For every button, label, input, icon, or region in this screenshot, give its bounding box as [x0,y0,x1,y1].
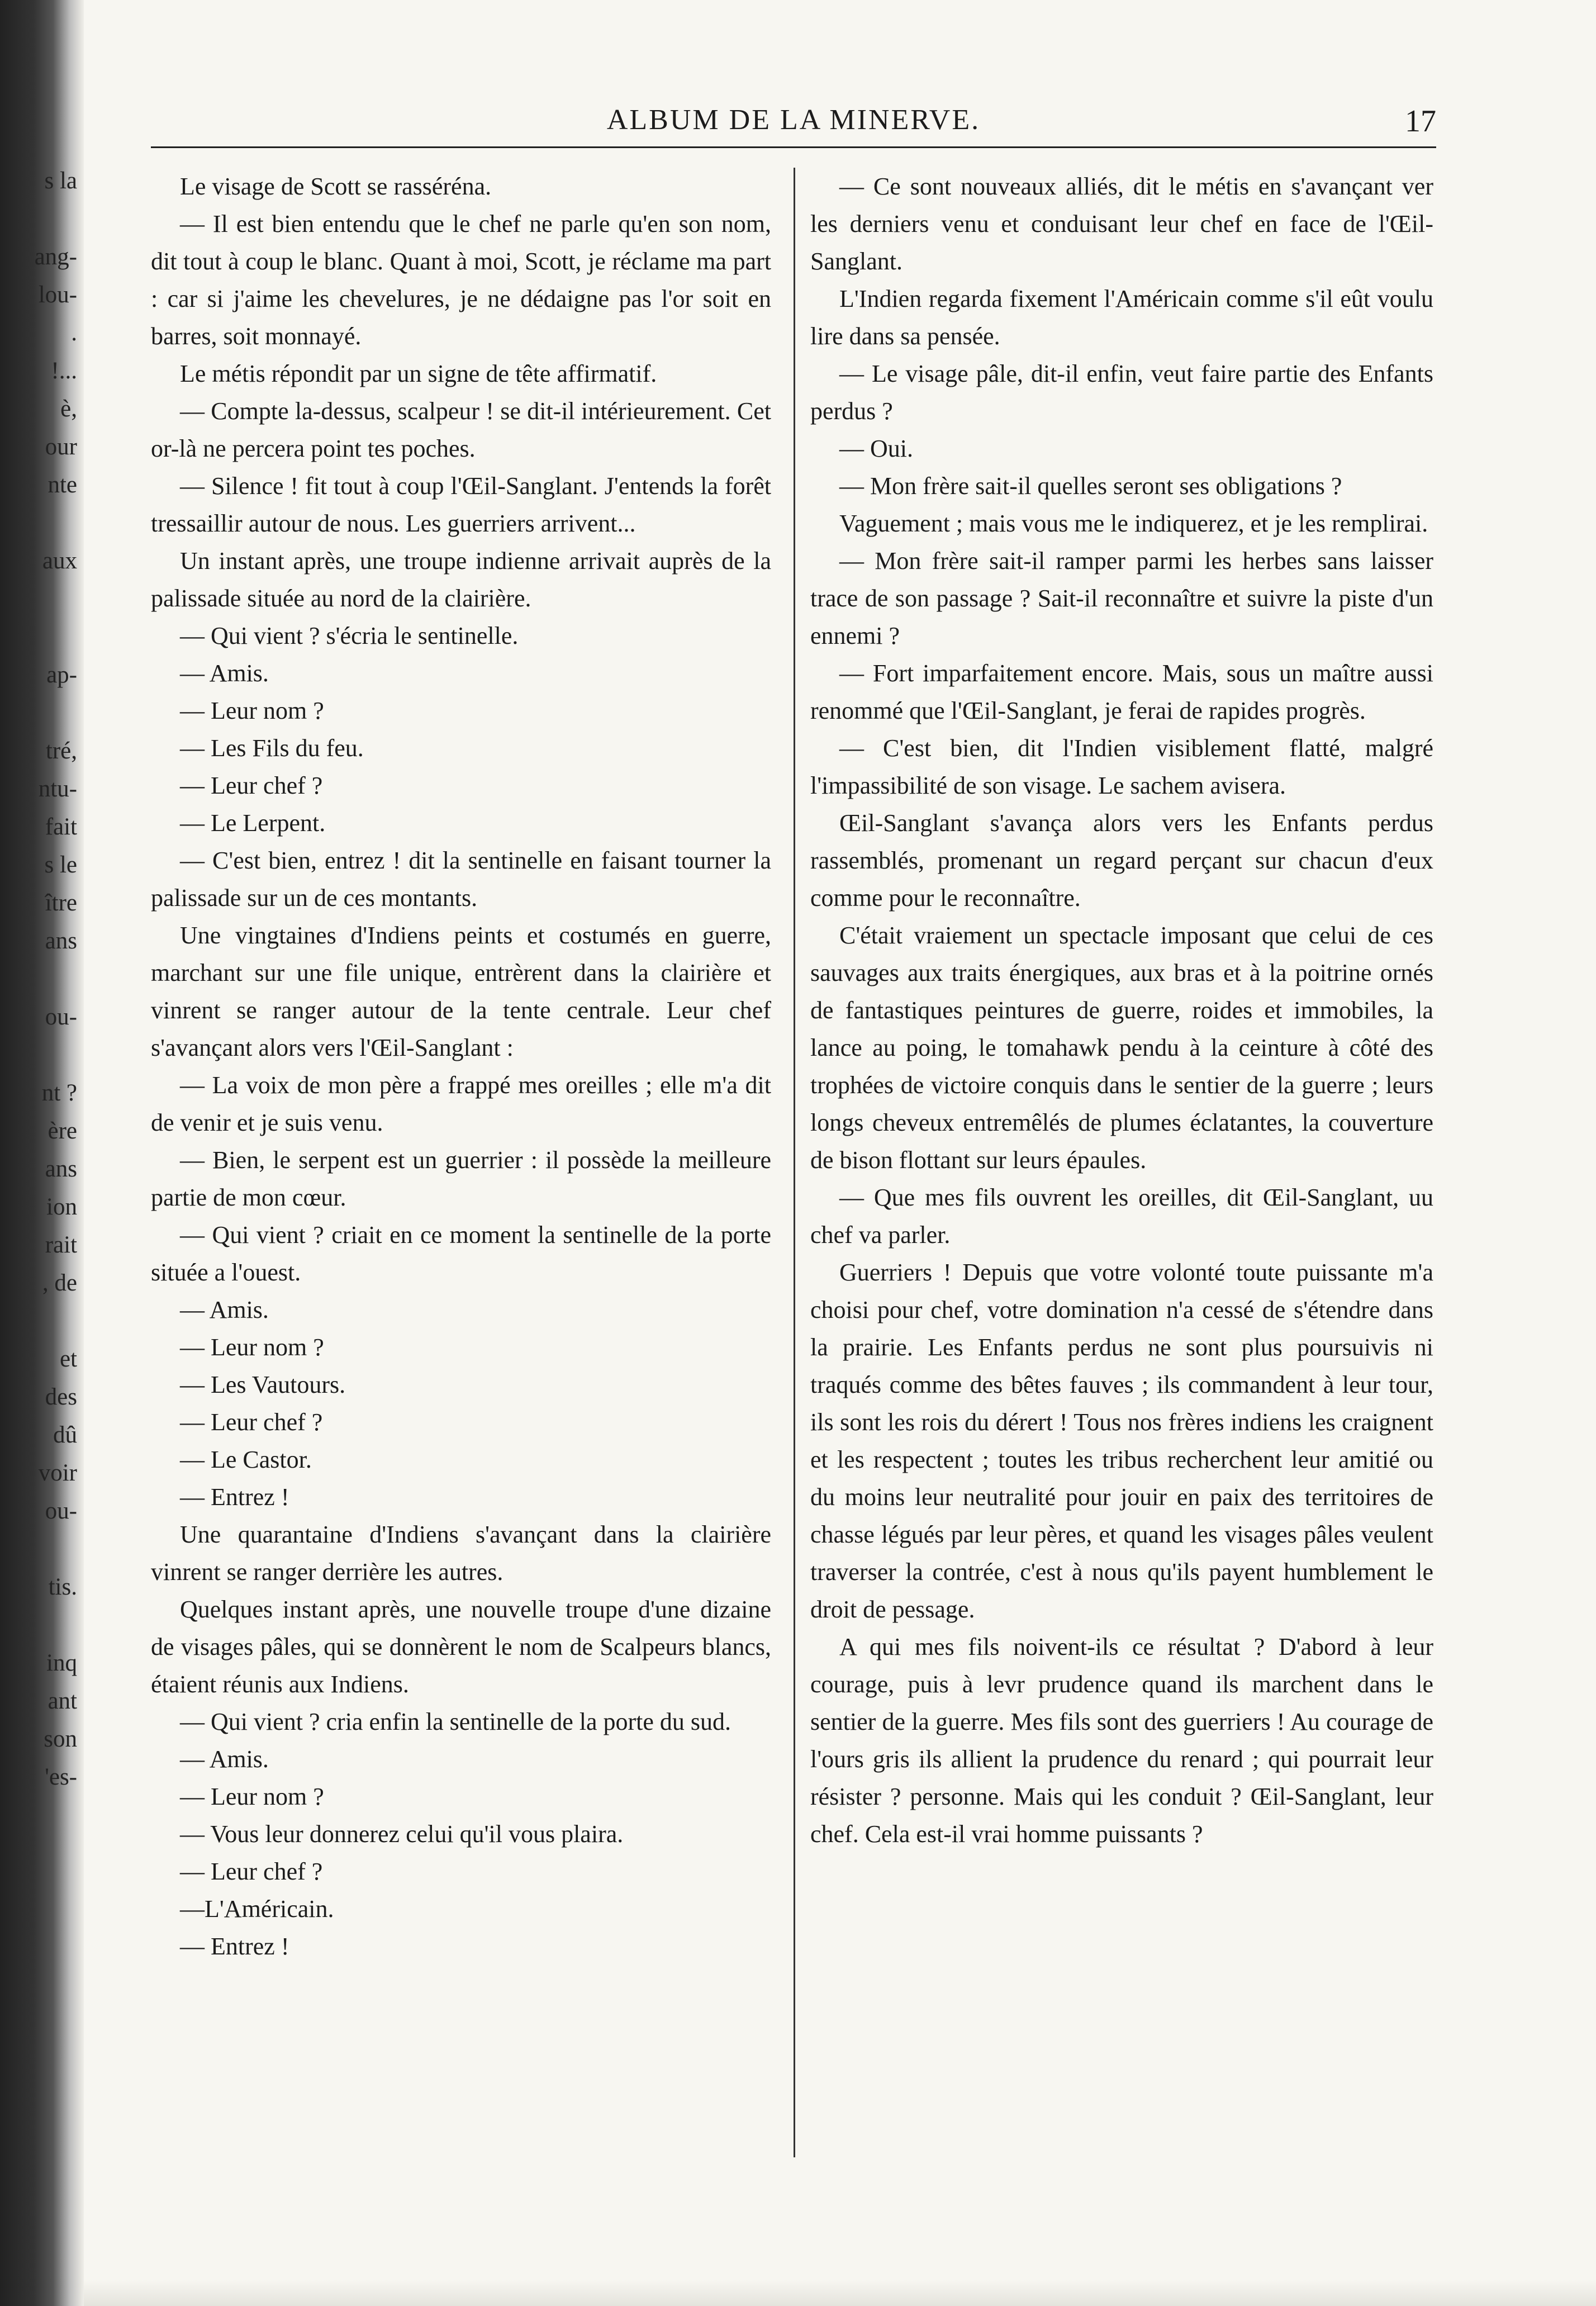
paragraph: Quelques instant après, une nouvelle troupe d'une dizaine de visages pâles, qui se donnèrent le nom de Scalpeurs blancs, étaient réunis aux Indiens. [151,1596,771,1698]
fragment-line [0,1606,84,1644]
paragraph: Le métis répondit par un signe de tête affirmatif. [180,360,657,387]
fragment-line: 'es- [45,1764,77,1790]
paragraph: — C'est bien, entrez ! dit la sentinelle en faisant tourner la palissade sur un de ces montants. [151,847,771,912]
paragraph: — Qui vient ? criait en ce moment la sentinelle de la porte située a l'ouest. [151,1221,771,1286]
fragment-line: our [45,434,77,460]
fragment-line: rait [45,1232,77,1258]
dialogue-line: — Leur nom ? [180,697,324,724]
dialogue-line: — Leur chef ? [180,1408,323,1436]
dialogue-line: — Les Vautours. [180,1371,346,1398]
dialogue-line: — Entrez ! [180,1483,289,1511]
dialogue-line: — Amis. [180,1745,269,1773]
paragraph: — Ce sont nouveaux alliés, dit le métis en s'avançant ver les derniers venu et conduisant leur chef en face de l'Œil-Sanglant. [810,173,1433,275]
paragraph: — Bien, le serpent est un guerrier : il possède la meilleure partie de mon cœur. [151,1146,771,1211]
paragraph: — Que mes fils ouvrent les oreilles, dit Œil-Sanglant, uu chef va parler. [810,1184,1433,1249]
paragraph: Une quarantaine d'Indiens s'avançant dans la clairière vinrent se ranger derrière les autres. [151,1521,771,1586]
dialogue-line: — Le Lerpent. [180,809,326,837]
fragment-line: inq [46,1650,77,1676]
paragraph: Vaguement ; mais vous me le indiquerez, et je les remplirai. [839,510,1428,537]
fragment-line: lou- [38,282,77,308]
fragment-line [0,618,84,656]
dialogue-line: — Amis. [180,1296,269,1323]
fragment-line [0,694,84,732]
paragraph: Une vingtaines d'Indiens peints et costumés en guerre, marchant sur une file unique, entrèrent dans la clairière et vinrent se ranger autour de la tente centrale. Leur chef s'avançant alors vers l'Œil-Sanglant : [151,922,771,1061]
fragment-line: son [44,1726,77,1752]
paragraph: A qui mes fils noivent-ils ce résultat ? D'abord à leur courage, puis à levr prudence quand ils marchent dans le sentier de la guerre. Mes fils sont des guerriers ! Au courage de l'ours gris ils allient la prudence du renard ; qui pourrait leur résister ? personne. Mais qui les conduit ? Œil-Sanglant, leur chef. Cela est-il vrai homme puissants ? [810,1633,1433,1848]
fragment-line: ans [45,928,77,954]
page-bottom-edge [84,2280,1596,2306]
fragment-line: ang- [34,244,77,270]
dialogue-line: — Entrez ! [180,1933,289,1960]
fragment-line: tré, [45,738,77,764]
fragment-line [0,1302,84,1340]
right-column [810,168,1433,1853]
paragraph: — Mon frère sait-il quelles seront ses obligations ? [839,472,1342,500]
fragment-line: . [71,320,77,346]
dialogue-line: — Le Castor. [180,1446,312,1473]
fragment-line: dû [53,1422,77,1448]
fragment-line: nt ? [41,1080,77,1106]
paragraph: — La voix de mon père a frappé mes oreilles ; elle m'a dit de venir et je suis venu. [151,1071,771,1136]
paragraph: — Silence ! fit tout à coup l'Œil-Sanglant. J'entends la forêt tressaillir autour de nous. Les guerriers arrivent... [151,472,771,537]
fragment-line: aux [42,548,77,574]
fragment-line: , de [42,1270,77,1296]
paragraph: — Compte la-dessus, scalpeur ! se dit-il intérieurement. Cet or-là ne percera point tes poches. [151,397,771,462]
paragraph: Guerriers ! Depuis que votre volonté toute puissante m'a choisi pour chef, votre domination n'a cessé de s'étendre dans la prairie. Les Enfants perdus ne sont plus poursuivis ni traqués comme des bêtes fauves ; ils commandent à leur tour, ils sont les rois du dérert ! Tous nos frères indiens les craignent et les respectent ; toutes les tribus recherchent leur amitié ou du moins leur neutralité pour jouir en paix des territoires de chasse légués par leur pères, et quand les visages pâles veulent traverser la contrée, c'est à nous qu'ils payent humblement le droit de pessage. [810,1259,1433,1623]
fragment-line: tis. [48,1574,77,1600]
facing-page-fragments [0,162,84,1796]
left-column [151,168,771,1965]
paragraph: Le visage de Scott se rasséréna. [180,173,492,200]
dialogue-line: — Leur chef ? [180,1858,323,1885]
fragment-line: s le [44,852,77,878]
dialogue-line: — Oui. [839,435,913,462]
paragraph: — Mon frère sait-il ramper parmi les herbes sans laisser trace de son passage ? Sait-il reconnaître et suivre la piste d'un ennemi ? [810,547,1433,649]
dialogue-line: — Leur chef ? [180,772,323,799]
fragment-line: ère [48,1118,77,1144]
paragraph: C'était vraiement un spectacle imposant que celui de ces sauvages aux traits énergiques, aux bras et à la poitrine ornés de fantastiques peintures de guerre, roides et immobiles, la lance au poing, le tomahawk pendu à la ceinture à côté des trophées de victoire conquis dans le sentier de la guerre ; leurs longs cheveux entremêlés de plumes éclatantes, la couverture de bison flottant sur leurs épaules. [810,922,1433,1174]
fragment-line: è, [60,396,77,422]
dialogue-line: — Vous leur donnerez celui qu'il vous plaira. [180,1820,624,1848]
fragment-line: fait [45,814,77,840]
fragment-line: ion [46,1194,77,1220]
dialogue-line: — Amis. [180,659,269,687]
fragment-line: nte [48,472,77,498]
dialogue-line: — Leur nom ? [180,1783,324,1810]
fragment-line: ntu- [38,776,77,802]
page-header [151,0,1436,148]
fragment-line [0,200,84,238]
page-number: 17 [1405,104,1436,139]
running-title: ALBUM DE LA MINERVE. [606,104,981,136]
fragment-line [0,1036,84,1074]
fragment-line: ou- [45,1004,77,1030]
paragraph: Œil-Sanglant s'avança alors vers les Enfants perdus rassemblés, promenant un regard perçant sur chacun d'eux comme pour le reconnaître. [810,809,1433,912]
fragment-line [0,580,84,618]
dialogue-line: — Leur nom ? [180,1334,324,1361]
paragraph: — C'est bien, dit l'Indien visiblement flatté, malgré l'impassibilité de son visage. Le sachem avisera. [810,734,1433,799]
fragment-line: et [59,1346,77,1372]
fragment-line: ître [45,890,77,916]
paragraph: — Le visage pâle, dit-il enfin, veut faire partie des Enfants perdus ? [810,360,1433,425]
fragment-line [0,504,84,542]
dialogue-line: — Les Fils du feu. [180,734,364,762]
fragment-line: ant [48,1688,77,1714]
fragment-line: voir [38,1460,77,1486]
fragment-line: ou- [45,1498,77,1524]
dialogue-line: — Qui vient ? s'écria le sentinelle. [180,622,519,649]
fragment-line [0,960,84,998]
column-divider [794,168,795,2157]
paragraph: Un instant après, une troupe indienne arrivait auprès de la palissade située au nord de la clairière. [151,547,771,612]
fragment-line: ans [45,1156,77,1182]
paragraph: L'Indien regarda fixement l'Américain comme s'il eût voulu lire dans sa pensée. [810,285,1433,350]
paragraph: — Il est bien entendu que le chef ne parle qu'en son nom, dit tout à coup le blanc. Quant à moi, Scott, je réclame ma part : car si j'aime les chevelures, je ne dédaigne pas l'or soit en barres, soit monnayé. [151,210,771,350]
fragment-line: s la [44,168,77,194]
paragraph: — Qui vient ? cria enfin la sentinelle de la porte du sud. [180,1708,732,1735]
paragraph: — Fort imparfaitement encore. Mais, sous un maître aussi renommé que l'Œil-Sanglant, je ferai de rapides progrès. [810,659,1433,724]
fragment-line [0,1530,84,1568]
fragment-line: des [45,1384,77,1410]
fragment-line: ap- [46,662,77,688]
dialogue-line: —L'Américain. [180,1895,334,1923]
fragment-line: !... [51,358,77,384]
